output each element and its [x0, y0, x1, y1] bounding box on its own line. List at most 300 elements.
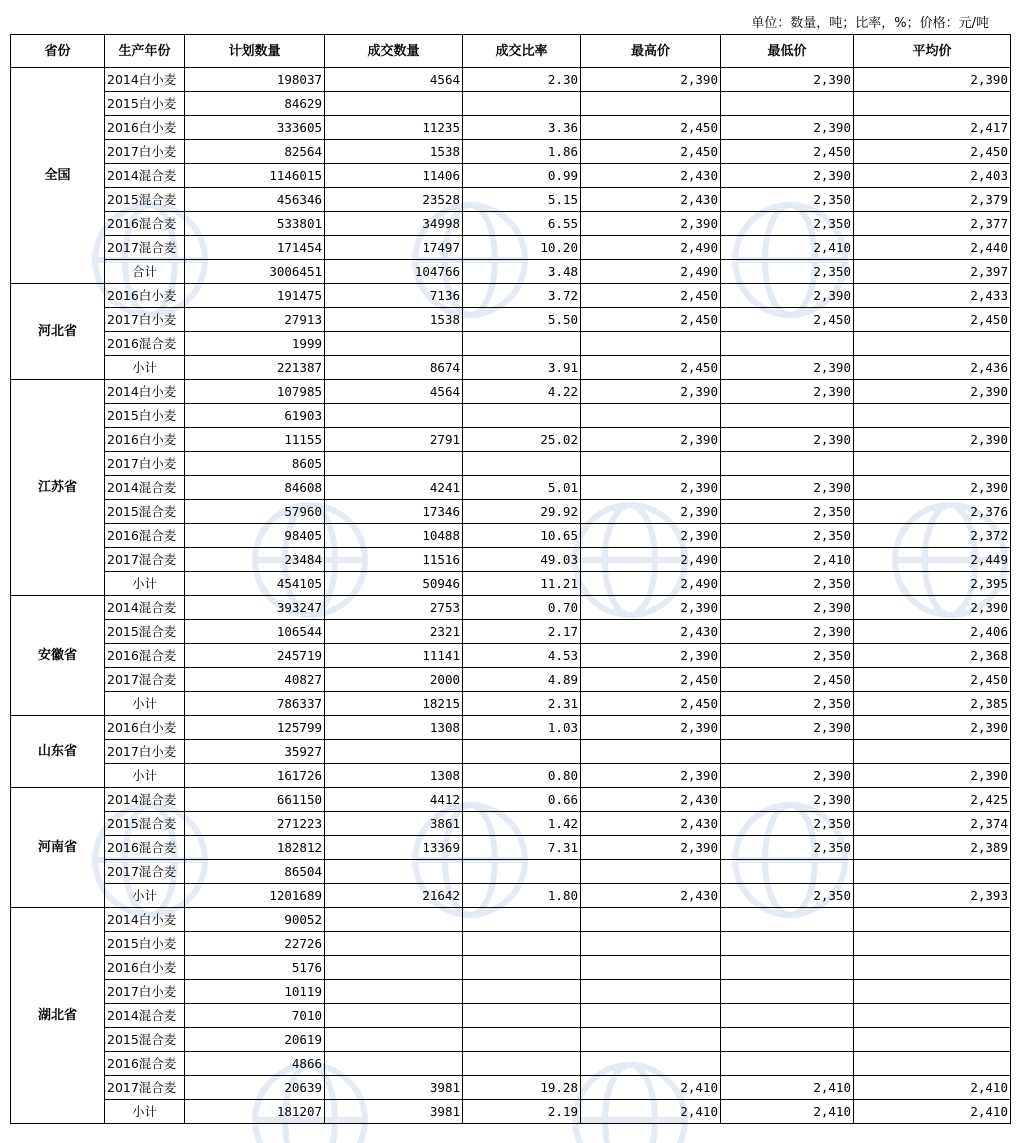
year-cell: 小计: [105, 764, 185, 788]
traded-qty-cell: 1308: [325, 716, 463, 740]
max-price-cell: [581, 956, 721, 980]
year-cell: 小计: [105, 356, 185, 380]
traded-qty-cell: [325, 980, 463, 1004]
planned-qty-cell: 10119: [185, 980, 325, 1004]
max-price-cell: [581, 860, 721, 884]
avg-price-cell: 2,372: [854, 524, 1011, 548]
min-price-cell: 2,390: [721, 716, 854, 740]
table-row: [11, 308, 1011, 332]
avg-price-cell: 2,390: [854, 380, 1011, 404]
planned-qty-cell: 7010: [185, 1004, 325, 1028]
table-row: [11, 380, 1011, 404]
max-price-cell: 2,390: [581, 524, 721, 548]
planned-qty-cell: 22726: [185, 932, 325, 956]
traded-qty-cell: 3861: [325, 812, 463, 836]
trade-ratio-cell: 2.19: [463, 1100, 581, 1124]
max-price-cell: 2,390: [581, 68, 721, 92]
min-price-cell: 2,410: [721, 236, 854, 260]
table-row: [11, 452, 1011, 476]
trade-ratio-cell: 11.21: [463, 572, 581, 596]
avg-price-cell: 2,374: [854, 812, 1011, 836]
min-price-cell: 2,350: [721, 644, 854, 668]
planned-qty-cell: 90052: [185, 908, 325, 932]
table-row: [11, 812, 1011, 836]
year-cell: 2016混合麦: [105, 644, 185, 668]
min-price-cell: 2,350: [721, 692, 854, 716]
trade-ratio-cell: [463, 740, 581, 764]
table-row: [11, 188, 1011, 212]
trade-ratio-cell: 0.80: [463, 764, 581, 788]
table-row: [11, 68, 1011, 92]
planned-qty-cell: 35927: [185, 740, 325, 764]
table-row: [11, 932, 1011, 956]
planned-qty-cell: 23484: [185, 548, 325, 572]
avg-price-cell: 2,417: [854, 116, 1011, 140]
traded-qty-cell: 2321: [325, 620, 463, 644]
table-row: [11, 596, 1011, 620]
planned-qty-cell: 27913: [185, 308, 325, 332]
max-price-cell: 2,390: [581, 380, 721, 404]
planned-qty-cell: 106544: [185, 620, 325, 644]
max-price-cell: 2,390: [581, 716, 721, 740]
traded-qty-cell: [325, 956, 463, 980]
planned-qty-cell: 82564: [185, 140, 325, 164]
planned-qty-cell: 181207: [185, 1100, 325, 1124]
max-price-cell: 2,430: [581, 884, 721, 908]
year-cell: 2014混合麦: [105, 596, 185, 620]
year-cell: 2016白小麦: [105, 956, 185, 980]
avg-price-cell: 2,436: [854, 356, 1011, 380]
year-cell: 2016白小麦: [105, 428, 185, 452]
avg-price-cell: [854, 452, 1011, 476]
planned-qty-cell: 11155: [185, 428, 325, 452]
header-year: 生产年份: [105, 35, 185, 68]
traded-qty-cell: [325, 1004, 463, 1028]
trade-ratio-cell: [463, 92, 581, 116]
traded-qty-cell: 4241: [325, 476, 463, 500]
planned-qty-cell: 454105: [185, 572, 325, 596]
province-cell: 河南省: [11, 788, 105, 908]
traded-qty-cell: [325, 740, 463, 764]
planned-qty-cell: 98405: [185, 524, 325, 548]
province-cell: 安徽省: [11, 596, 105, 716]
year-cell: 2017白小麦: [105, 452, 185, 476]
avg-price-cell: 2,368: [854, 644, 1011, 668]
avg-price-cell: [854, 92, 1011, 116]
max-price-cell: 2,410: [581, 1100, 721, 1124]
min-price-cell: 2,350: [721, 836, 854, 860]
year-cell: 2014混合麦: [105, 476, 185, 500]
table-row: [11, 260, 1011, 284]
avg-price-cell: 2,450: [854, 308, 1011, 332]
trade-ratio-cell: 2.31: [463, 692, 581, 716]
planned-qty-cell: 456346: [185, 188, 325, 212]
trade-ratio-cell: 10.20: [463, 236, 581, 260]
max-price-cell: 2,390: [581, 212, 721, 236]
table-row: [11, 1052, 1011, 1076]
traded-qty-cell: 11406: [325, 164, 463, 188]
province-cell: 湖北省: [11, 908, 105, 1124]
min-price-cell: 2,390: [721, 596, 854, 620]
max-price-cell: [581, 932, 721, 956]
avg-price-cell: [854, 932, 1011, 956]
min-price-cell: 2,390: [721, 476, 854, 500]
traded-qty-cell: [325, 860, 463, 884]
avg-price-cell: [854, 740, 1011, 764]
min-price-cell: 2,410: [721, 1076, 854, 1100]
table-row: [11, 212, 1011, 236]
avg-price-cell: 2,450: [854, 140, 1011, 164]
max-price-cell: 2,490: [581, 548, 721, 572]
planned-qty-cell: 1999: [185, 332, 325, 356]
min-price-cell: 2,350: [721, 500, 854, 524]
traded-qty-cell: 34998: [325, 212, 463, 236]
avg-price-cell: 2,433: [854, 284, 1011, 308]
traded-qty-cell: [325, 932, 463, 956]
trade-ratio-cell: 49.03: [463, 548, 581, 572]
table-row: [11, 668, 1011, 692]
traded-qty-cell: 23528: [325, 188, 463, 212]
planned-qty-cell: 221387: [185, 356, 325, 380]
max-price-cell: 2,450: [581, 308, 721, 332]
avg-price-cell: 2,389: [854, 836, 1011, 860]
planned-qty-cell: 171454: [185, 236, 325, 260]
max-price-cell: 2,430: [581, 164, 721, 188]
avg-price-cell: [854, 908, 1011, 932]
year-cell: 合计: [105, 260, 185, 284]
trade-ratio-cell: 0.66: [463, 788, 581, 812]
table-row: [11, 692, 1011, 716]
year-cell: 小计: [105, 1100, 185, 1124]
max-price-cell: 2,450: [581, 356, 721, 380]
min-price-cell: [721, 1028, 854, 1052]
trade-ratio-cell: 1.86: [463, 140, 581, 164]
year-cell: 2015混合麦: [105, 500, 185, 524]
avg-price-cell: 2,395: [854, 572, 1011, 596]
planned-qty-cell: 20639: [185, 1076, 325, 1100]
traded-qty-cell: 11141: [325, 644, 463, 668]
year-cell: 2016混合麦: [105, 212, 185, 236]
year-cell: 2015混合麦: [105, 188, 185, 212]
planned-qty-cell: 4866: [185, 1052, 325, 1076]
traded-qty-cell: 11516: [325, 548, 463, 572]
traded-qty-cell: 3981: [325, 1100, 463, 1124]
avg-price-cell: [854, 1052, 1011, 1076]
year-cell: 2017混合麦: [105, 668, 185, 692]
max-price-cell: 2,410: [581, 1076, 721, 1100]
trade-ratio-cell: 1.80: [463, 884, 581, 908]
table-row: [11, 404, 1011, 428]
year-cell: 2015混合麦: [105, 1028, 185, 1052]
max-price-cell: 2,430: [581, 188, 721, 212]
planned-qty-cell: 61903: [185, 404, 325, 428]
avg-price-cell: 2,410: [854, 1076, 1011, 1100]
year-cell: 2017白小麦: [105, 740, 185, 764]
avg-price-cell: [854, 1028, 1011, 1052]
trade-ratio-cell: [463, 932, 581, 956]
min-price-cell: 2,390: [721, 788, 854, 812]
table-row: [11, 620, 1011, 644]
header-planned-qty: 计划数量: [185, 35, 325, 68]
min-price-cell: 2,390: [721, 68, 854, 92]
trade-ratio-cell: [463, 332, 581, 356]
traded-qty-cell: 8674: [325, 356, 463, 380]
trade-ratio-cell: 5.01: [463, 476, 581, 500]
table-row: [11, 1076, 1011, 1100]
year-cell: 小计: [105, 884, 185, 908]
trade-ratio-cell: 1.42: [463, 812, 581, 836]
traded-qty-cell: 3981: [325, 1076, 463, 1100]
min-price-cell: 2,350: [721, 884, 854, 908]
year-cell: 2016混合麦: [105, 1052, 185, 1076]
traded-qty-cell: 4564: [325, 68, 463, 92]
max-price-cell: [581, 1052, 721, 1076]
trade-ratio-cell: 0.99: [463, 164, 581, 188]
table-row: [11, 860, 1011, 884]
year-cell: 2015白小麦: [105, 404, 185, 428]
avg-price-cell: 2,379: [854, 188, 1011, 212]
planned-qty-cell: 40827: [185, 668, 325, 692]
min-price-cell: 2,350: [721, 188, 854, 212]
year-cell: 2016白小麦: [105, 716, 185, 740]
province-cell: 全国: [11, 68, 105, 284]
avg-price-cell: 2,393: [854, 884, 1011, 908]
trade-ratio-cell: 6.55: [463, 212, 581, 236]
avg-price-cell: 2,406: [854, 620, 1011, 644]
max-price-cell: 2,450: [581, 284, 721, 308]
table-header-row: [11, 35, 1011, 68]
trade-ratio-cell: 4.22: [463, 380, 581, 404]
year-cell: 2017白小麦: [105, 980, 185, 1004]
year-cell: 2016混合麦: [105, 836, 185, 860]
min-price-cell: 2,390: [721, 380, 854, 404]
max-price-cell: [581, 1028, 721, 1052]
max-price-cell: [581, 980, 721, 1004]
year-cell: 2014白小麦: [105, 380, 185, 404]
max-price-cell: 2,450: [581, 116, 721, 140]
header-avg-price: 平均价: [854, 35, 1011, 68]
table-row: [11, 788, 1011, 812]
avg-price-cell: [854, 860, 1011, 884]
planned-qty-cell: 198037: [185, 68, 325, 92]
year-cell: 2015白小麦: [105, 92, 185, 116]
avg-price-cell: 2,440: [854, 236, 1011, 260]
trade-ratio-cell: 3.91: [463, 356, 581, 380]
year-cell: 小计: [105, 692, 185, 716]
year-cell: 2014混合麦: [105, 164, 185, 188]
trade-ratio-cell: 19.28: [463, 1076, 581, 1100]
trade-ratio-cell: 2.30: [463, 68, 581, 92]
table-row: [11, 956, 1011, 980]
avg-price-cell: 2,390: [854, 764, 1011, 788]
traded-qty-cell: 1308: [325, 764, 463, 788]
table-row: [11, 116, 1011, 140]
header-min-price: 最低价: [721, 35, 854, 68]
min-price-cell: 2,410: [721, 548, 854, 572]
planned-qty-cell: 161726: [185, 764, 325, 788]
min-price-cell: [721, 980, 854, 1004]
traded-qty-cell: [325, 404, 463, 428]
traded-qty-cell: 1538: [325, 308, 463, 332]
trade-ratio-cell: 7.31: [463, 836, 581, 860]
avg-price-cell: 2,390: [854, 596, 1011, 620]
traded-qty-cell: 21642: [325, 884, 463, 908]
table-row: [11, 740, 1011, 764]
trade-ratio-cell: 29.92: [463, 500, 581, 524]
min-price-cell: 2,390: [721, 284, 854, 308]
table-row: [11, 164, 1011, 188]
table-row: [11, 356, 1011, 380]
province-cell: 山东省: [11, 716, 105, 788]
planned-qty-cell: 107985: [185, 380, 325, 404]
max-price-cell: 2,490: [581, 572, 721, 596]
min-price-cell: 2,390: [721, 428, 854, 452]
max-price-cell: 2,450: [581, 692, 721, 716]
min-price-cell: [721, 860, 854, 884]
trade-ratio-cell: [463, 1028, 581, 1052]
max-price-cell: 2,490: [581, 236, 721, 260]
min-price-cell: [721, 1004, 854, 1028]
planned-qty-cell: 125799: [185, 716, 325, 740]
min-price-cell: [721, 932, 854, 956]
year-cell: 2017混合麦: [105, 236, 185, 260]
table-row: [11, 500, 1011, 524]
max-price-cell: [581, 92, 721, 116]
traded-qty-cell: [325, 452, 463, 476]
trade-ratio-cell: 3.48: [463, 260, 581, 284]
header-province: 省份: [11, 35, 105, 68]
year-cell: 2016白小麦: [105, 116, 185, 140]
planned-qty-cell: 333605: [185, 116, 325, 140]
avg-price-cell: 2,390: [854, 716, 1011, 740]
max-price-cell: 2,390: [581, 836, 721, 860]
avg-price-cell: [854, 332, 1011, 356]
traded-qty-cell: 2753: [325, 596, 463, 620]
table-row: [11, 716, 1011, 740]
year-cell: 2014白小麦: [105, 908, 185, 932]
avg-price-cell: 2,397: [854, 260, 1011, 284]
traded-qty-cell: 17346: [325, 500, 463, 524]
trade-ratio-cell: 10.65: [463, 524, 581, 548]
min-price-cell: 2,390: [721, 620, 854, 644]
table-row: [11, 140, 1011, 164]
trade-ratio-cell: [463, 1004, 581, 1028]
trade-ratio-cell: [463, 1052, 581, 1076]
year-cell: 2016混合麦: [105, 332, 185, 356]
traded-qty-cell: 7136: [325, 284, 463, 308]
planned-qty-cell: 533801: [185, 212, 325, 236]
table-row: [11, 884, 1011, 908]
planned-qty-cell: 1146015: [185, 164, 325, 188]
trade-ratio-cell: [463, 404, 581, 428]
table-row: [11, 1028, 1011, 1052]
traded-qty-cell: [325, 1028, 463, 1052]
max-price-cell: 2,390: [581, 428, 721, 452]
header-max-price: 最高价: [581, 35, 721, 68]
avg-price-cell: 2,403: [854, 164, 1011, 188]
traded-qty-cell: 4564: [325, 380, 463, 404]
max-price-cell: 2,390: [581, 596, 721, 620]
table-row: [11, 908, 1011, 932]
min-price-cell: 2,450: [721, 668, 854, 692]
table-row: [11, 836, 1011, 860]
table-row: [11, 1004, 1011, 1028]
planned-qty-cell: 661150: [185, 788, 325, 812]
table-row: [11, 524, 1011, 548]
traded-qty-cell: [325, 908, 463, 932]
max-price-cell: 2,450: [581, 140, 721, 164]
min-price-cell: [721, 452, 854, 476]
planned-qty-cell: 84629: [185, 92, 325, 116]
province-cell: 河北省: [11, 284, 105, 380]
traded-qty-cell: 17497: [325, 236, 463, 260]
min-price-cell: 2,390: [721, 764, 854, 788]
table-row: [11, 980, 1011, 1004]
year-cell: 2015混合麦: [105, 620, 185, 644]
trade-ratio-cell: 0.70: [463, 596, 581, 620]
min-price-cell: [721, 956, 854, 980]
table-row: [11, 1100, 1011, 1124]
avg-price-cell: [854, 956, 1011, 980]
avg-price-cell: 2,377: [854, 212, 1011, 236]
table-body: [11, 68, 1011, 1124]
header-traded-qty: 成交数量: [325, 35, 463, 68]
avg-price-cell: 2,390: [854, 68, 1011, 92]
min-price-cell: [721, 332, 854, 356]
traded-qty-cell: [325, 92, 463, 116]
avg-price-cell: 2,450: [854, 668, 1011, 692]
traded-qty-cell: 18215: [325, 692, 463, 716]
trade-ratio-cell: 5.50: [463, 308, 581, 332]
planned-qty-cell: 57960: [185, 500, 325, 524]
table-row: [11, 476, 1011, 500]
planned-qty-cell: 5176: [185, 956, 325, 980]
avg-price-cell: 2,425: [854, 788, 1011, 812]
year-cell: 小计: [105, 572, 185, 596]
trade-ratio-cell: [463, 980, 581, 1004]
year-cell: 2014混合麦: [105, 1004, 185, 1028]
avg-price-cell: 2,449: [854, 548, 1011, 572]
max-price-cell: 2,430: [581, 812, 721, 836]
trade-ratio-cell: 1.03: [463, 716, 581, 740]
planned-qty-cell: 245719: [185, 644, 325, 668]
year-cell: 2016白小麦: [105, 284, 185, 308]
trade-ratio-cell: 4.89: [463, 668, 581, 692]
trade-ratio-cell: 3.72: [463, 284, 581, 308]
table-row: [11, 92, 1011, 116]
year-cell: 2014白小麦: [105, 68, 185, 92]
traded-qty-cell: 104766: [325, 260, 463, 284]
trade-ratio-cell: [463, 452, 581, 476]
planned-qty-cell: 86504: [185, 860, 325, 884]
min-price-cell: 2,350: [721, 212, 854, 236]
max-price-cell: 2,430: [581, 788, 721, 812]
avg-price-cell: 2,385: [854, 692, 1011, 716]
min-price-cell: 2,390: [721, 116, 854, 140]
table-row: [11, 284, 1011, 308]
max-price-cell: [581, 908, 721, 932]
planned-qty-cell: 786337: [185, 692, 325, 716]
min-price-cell: 2,390: [721, 356, 854, 380]
planned-qty-cell: 393247: [185, 596, 325, 620]
min-price-cell: [721, 404, 854, 428]
trade-ratio-cell: 5.15: [463, 188, 581, 212]
max-price-cell: [581, 452, 721, 476]
min-price-cell: 2,410: [721, 1100, 854, 1124]
planned-qty-cell: 84608: [185, 476, 325, 500]
planned-qty-cell: 271223: [185, 812, 325, 836]
max-price-cell: [581, 740, 721, 764]
